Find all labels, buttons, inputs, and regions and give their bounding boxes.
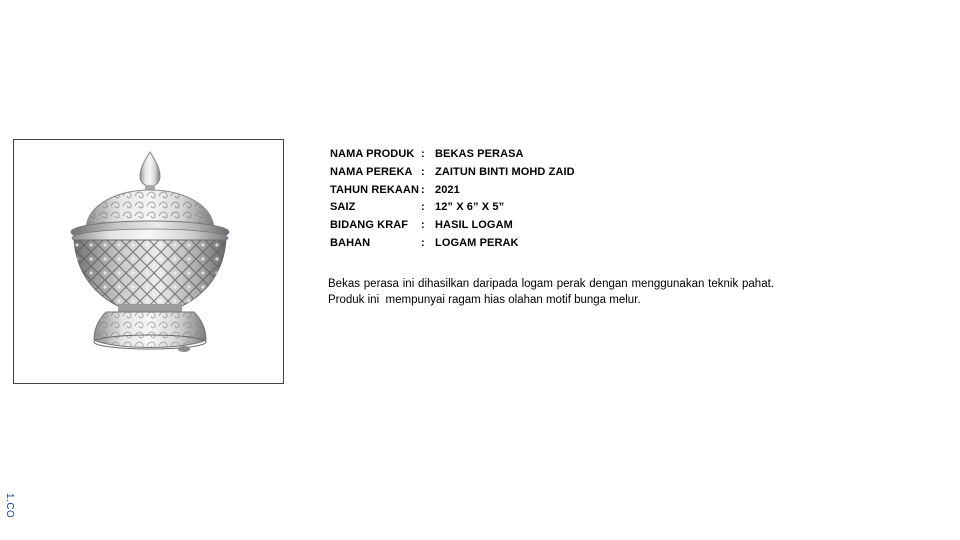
spec-value: ZAITUN BINTI MOHD ZAID [435, 165, 575, 178]
spec-colon: : [421, 148, 425, 160]
spec-row [330, 217, 575, 235]
spec-row [330, 182, 575, 200]
spec-colon: : [421, 201, 425, 214]
spec-value: BEKAS PERASA [435, 148, 524, 160]
spec-label: NAMA PEREKA [330, 165, 413, 178]
spec-value: 2021 [435, 183, 460, 196]
product-description: Bekas perasa ini dihasilkan daripada logam perak dengan menggunakan teknik pahat. Produk ini mempunyai ragam hias olahan motif bunga melur. [328, 278, 778, 306]
spec-colon: : [421, 236, 425, 249]
spec-row [330, 199, 575, 217]
spec-label: NAMA PRODUK [330, 148, 415, 160]
spec-row [330, 164, 575, 182]
spec-label: SAIZ [330, 201, 356, 214]
product-photo-frame [13, 139, 284, 384]
spec-colon: : [421, 165, 425, 178]
product-spec-table [330, 146, 575, 253]
spec-row [330, 235, 575, 253]
spec-value: LOGAM PERAK [435, 236, 519, 249]
spec-colon: : [421, 183, 425, 196]
spec-row [330, 146, 575, 164]
spec-value: 12” X 6” X 5” [435, 201, 505, 214]
spec-label: TAHUN REKAAN [330, 183, 419, 196]
silver-bowl-image [14, 140, 284, 384]
spec-colon: : [421, 219, 425, 232]
spec-value: HASIL LOGAM [435, 219, 513, 232]
spec-label: BIDANG KRAF [330, 219, 409, 232]
spec-label: BAHAN [330, 236, 371, 249]
corner-page-tag: 1.CO [4, 493, 15, 519]
